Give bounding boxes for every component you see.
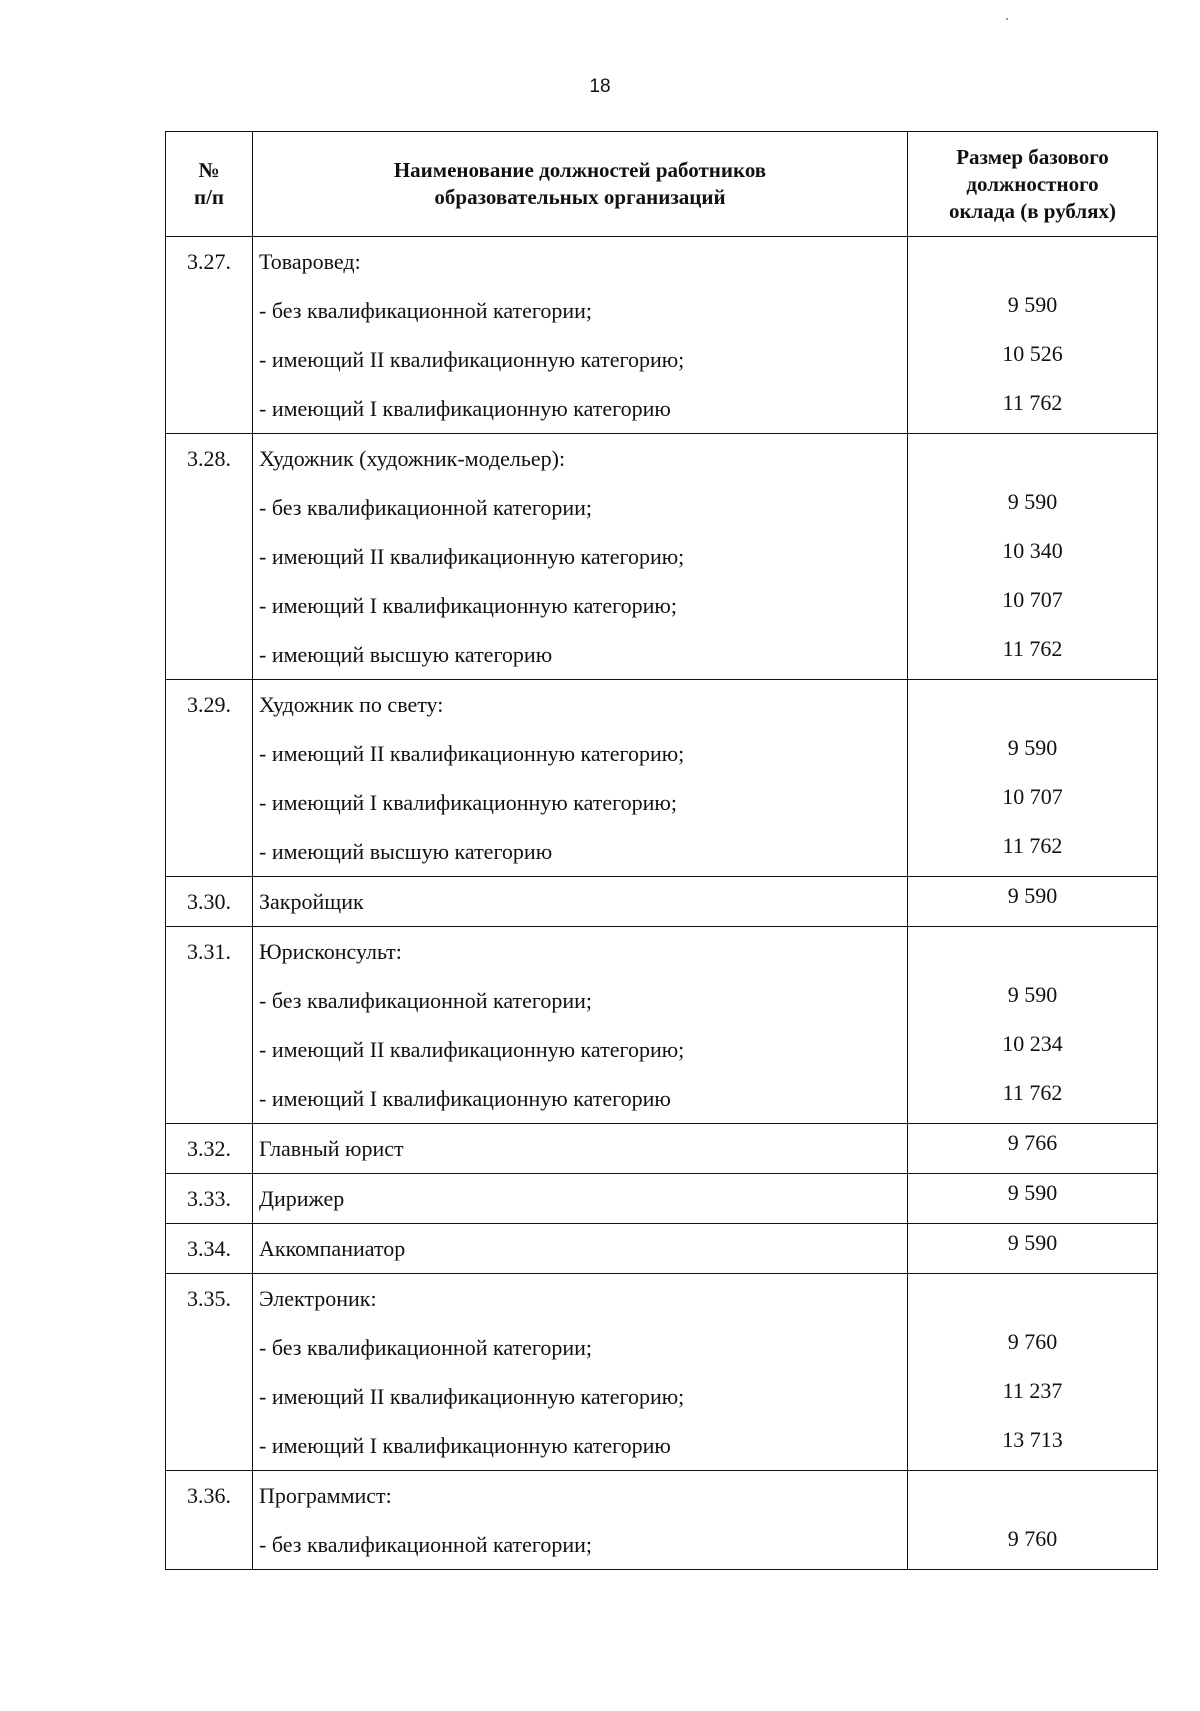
table-row [166, 1471, 1158, 1570]
table-row [166, 1174, 1158, 1224]
salary-amount: 10 707 [1002, 587, 1063, 612]
position-title: Художник (художник-модельер): [259, 446, 566, 471]
position-name-cell [253, 1124, 908, 1174]
position-category: - имеющий I квалификационную категорию [259, 1433, 671, 1458]
salary-amount: 9 760 [1007, 1329, 1058, 1354]
position-title: Художник по свету: [259, 692, 444, 717]
page-number: 18 [589, 76, 611, 97]
row-number: 3.32. [166, 1124, 253, 1174]
position-title: Товаровед: [259, 249, 361, 274]
table-row [166, 1274, 1158, 1471]
table-row [166, 680, 1158, 877]
row-number: 3.29. [166, 680, 253, 877]
salary-amount [908, 1274, 1157, 1323]
position-name-cell [253, 927, 908, 1124]
row-number: 3.28. [166, 434, 253, 680]
salary-amount-cell [908, 680, 1158, 877]
salary-amount-cell [908, 927, 1158, 1124]
table-header-row [166, 132, 1158, 237]
row-number: 3.33. [166, 1174, 253, 1224]
position-category: - имеющий II квалификационную категорию; [259, 544, 685, 569]
position-name-cell [253, 237, 908, 434]
header-number [166, 132, 253, 237]
position-name-cell [253, 1274, 908, 1471]
salary-amount [908, 434, 1157, 483]
salary-amount-cell [908, 237, 1158, 434]
salary-amount [908, 1471, 1157, 1520]
salary-amount [908, 927, 1157, 976]
salary-amount: 11 762 [1002, 833, 1063, 858]
table-row [166, 434, 1158, 680]
position-name-cell [253, 1224, 908, 1274]
salary-amount: 13 713 [1002, 1427, 1063, 1452]
row-number: 3.36. [166, 1471, 253, 1570]
position-category: - имеющий II квалификационную категорию; [259, 741, 685, 766]
salary-amount [908, 237, 1157, 286]
position-category: - имеющий II квалификационную категорию; [259, 347, 685, 372]
salary-amount: 11 762 [1002, 390, 1063, 415]
salary-amount: 9 590 [1007, 1230, 1058, 1255]
position-title: Аккомпаниатор [259, 1236, 406, 1261]
table-row [166, 1124, 1158, 1174]
salary-amount: 11 762 [1002, 636, 1063, 661]
position-name-cell [253, 680, 908, 877]
position-category: - имеющий высшую категорию [259, 642, 553, 667]
salary-amount-cell [908, 1471, 1158, 1570]
position-title: Дирижер [259, 1186, 345, 1211]
header-salary-amount-text: Размер базового должностного оклада (в рублях) [948, 144, 1117, 223]
table-body [166, 237, 1158, 1570]
salary-amount: 9 590 [1007, 489, 1058, 514]
salary-amount-cell [908, 434, 1158, 680]
table-row [166, 927, 1158, 1124]
position-title: Главный юрист [259, 1136, 404, 1161]
position-category: - без квалификационной категории; [259, 1335, 593, 1360]
salary-amount-cell [908, 1124, 1158, 1174]
salary-amount: 11 237 [1002, 1378, 1063, 1403]
salary-amount: 10 707 [1002, 784, 1063, 809]
position-title: Закройщик [259, 889, 364, 914]
salary-amount: 9 590 [1007, 982, 1058, 1007]
salary-table [165, 131, 1158, 1570]
row-number: 3.27. [166, 237, 253, 434]
header-position-name [253, 132, 908, 237]
position-category: - имеющий высшую категорию [259, 839, 553, 864]
position-category: - имеющий I квалификационную категорию; [259, 790, 677, 815]
position-category: - имеющий I квалификационную категорию [259, 1086, 671, 1111]
salary-amount: 9 590 [1007, 292, 1058, 317]
header-number-text: № п/п [193, 158, 225, 209]
salary-amount [908, 680, 1157, 729]
table-row [166, 877, 1158, 927]
row-number: 3.34. [166, 1224, 253, 1274]
salary-amount: 9 590 [1007, 1180, 1058, 1205]
position-name-cell [253, 434, 908, 680]
salary-amount: 9 590 [1007, 883, 1058, 908]
salary-amount: 11 762 [1002, 1080, 1063, 1105]
salary-amount: 9 760 [1007, 1526, 1058, 1551]
salary-amount: 9 766 [1007, 1130, 1058, 1155]
header-salary-amount [908, 132, 1158, 237]
salary-amount: 10 340 [1002, 538, 1063, 563]
header-position-name-text: Наименование должностей работников образовательных организаций [393, 158, 767, 209]
position-category: - имеющий I квалификационную категорию [259, 396, 671, 421]
salary-amount-cell [908, 877, 1158, 927]
position-title: Программист: [259, 1483, 392, 1508]
salary-amount: 10 526 [1002, 341, 1063, 366]
table-row [166, 1224, 1158, 1274]
position-category: - без квалификационной категории; [259, 495, 593, 520]
row-number: 3.30. [166, 877, 253, 927]
salary-amount-cell [908, 1224, 1158, 1274]
position-name-cell [253, 1174, 908, 1224]
position-name-cell [253, 877, 908, 927]
position-category: - имеющий II квалификационную категорию; [259, 1037, 685, 1062]
row-number: 3.35. [166, 1274, 253, 1471]
position-title: Электроник: [259, 1286, 377, 1311]
salary-amount: 9 590 [1007, 735, 1058, 760]
salary-amount-cell [908, 1274, 1158, 1471]
position-name-cell [253, 1471, 908, 1570]
row-number: 3.31. [166, 927, 253, 1124]
salary-amount-cell [908, 1174, 1158, 1224]
table-row [166, 237, 1158, 434]
position-category: - без квалификационной категории; [259, 988, 593, 1013]
position-title: Юрисконсульт: [259, 939, 402, 964]
scan-dot [1006, 18, 1008, 20]
position-category: - без квалификационной категории; [259, 1532, 593, 1557]
position-category: - без квалификационной категории; [259, 298, 593, 323]
position-category: - имеющий I квалификационную категорию; [259, 593, 677, 618]
position-category: - имеющий II квалификационную категорию; [259, 1384, 685, 1409]
salary-amount: 10 234 [1002, 1031, 1063, 1056]
